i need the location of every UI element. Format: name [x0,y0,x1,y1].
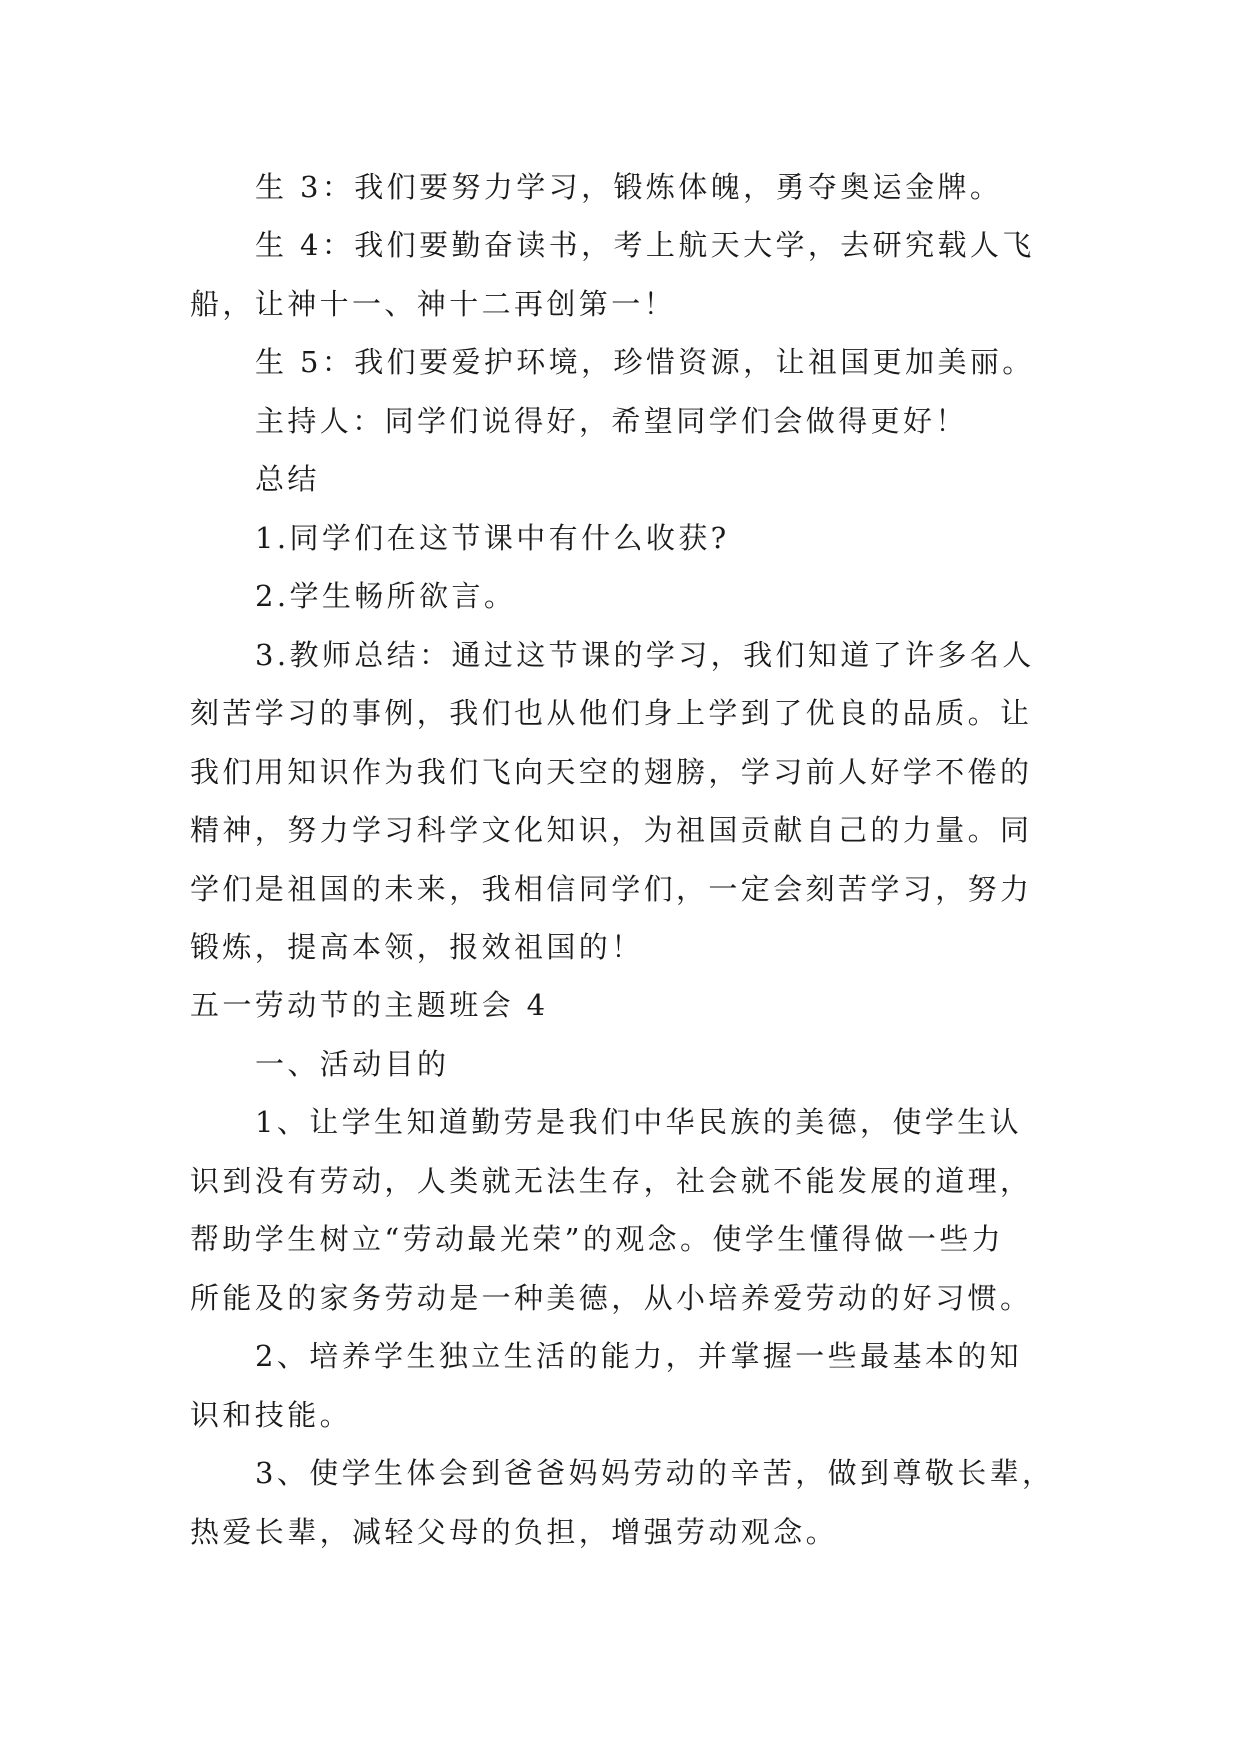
section-title: 五一劳动节的主题班会 4 [190,988,549,1022]
student-4-line-1: 生 4：我们要勤奋读书，考上航天大学，去研究载人飞 [255,228,1035,262]
summary-heading: 总结 [255,462,320,496]
goal-1-line-3: 帮助学生树立“劳动最光荣”的观念。使学生懂得做一些力 [190,1222,1005,1256]
activity-goal-heading: 一、活动目的 [255,1047,450,1081]
host-line: 主持人：同学们说得好，希望同学们会做得更好！ [255,404,968,438]
student-4-line-2: 船，让神十一、神十二再创第一！ [190,287,677,321]
goal-3-line-1: 3、使学生体会到爸爸妈妈劳动的辛苦，做到尊敬长辈， [255,1456,1055,1490]
student-3-line: 生 3：我们要努力学习，锻炼体魄，勇夺奥运金牌。 [255,170,1003,204]
summary-item-3-line-5: 学们是祖国的未来，我相信同学们，一定会刻苦学习，努力 [190,872,1033,906]
summary-item-3-line-1: 3.教师总结：通过这节课的学习，我们知道了许多名人 [255,638,1035,672]
student-5-line: 生 5：我们要爱护环境，珍惜资源，让祖国更加美丽。 [255,345,1035,379]
summary-item-3-line-4: 精神，努力学习科学文化知识，为祖国贡献自己的力量。同 [190,813,1033,847]
summary-item-2: 2.学生畅所欲言。 [255,579,517,613]
summary-item-3-line-6: 锻炼，提高本领，报效祖国的！ [190,930,644,964]
goal-2-line-2: 识和技能。 [190,1398,353,1432]
goal-2-line-1: 2、培养学生独立生活的能力，并掌握一些最基本的知 [255,1339,1023,1373]
goal-1-line-1: 1、让学生知道勤劳是我们中华民族的美德，使学生认 [255,1105,1023,1139]
goal-3-line-2: 热爱长辈，减轻父母的负担，增强劳动观念。 [190,1515,839,1549]
goal-1-line-2: 识到没有劳动，人类就无法生存，社会就不能发展的道理， [190,1164,1033,1198]
summary-item-1: 1.同学们在这节课中有什么收获? [255,521,730,555]
summary-item-3-line-2: 刻苦学习的事例，我们也从他们身上学到了优良的品质。让 [190,696,1033,730]
goal-1-line-4: 所能及的家务劳动是一种美德，从小培养爱劳动的好习惯。 [190,1281,1033,1315]
summary-item-3-line-3: 我们用知识作为我们飞向天空的翅膀，学习前人好学不倦的 [190,755,1033,789]
